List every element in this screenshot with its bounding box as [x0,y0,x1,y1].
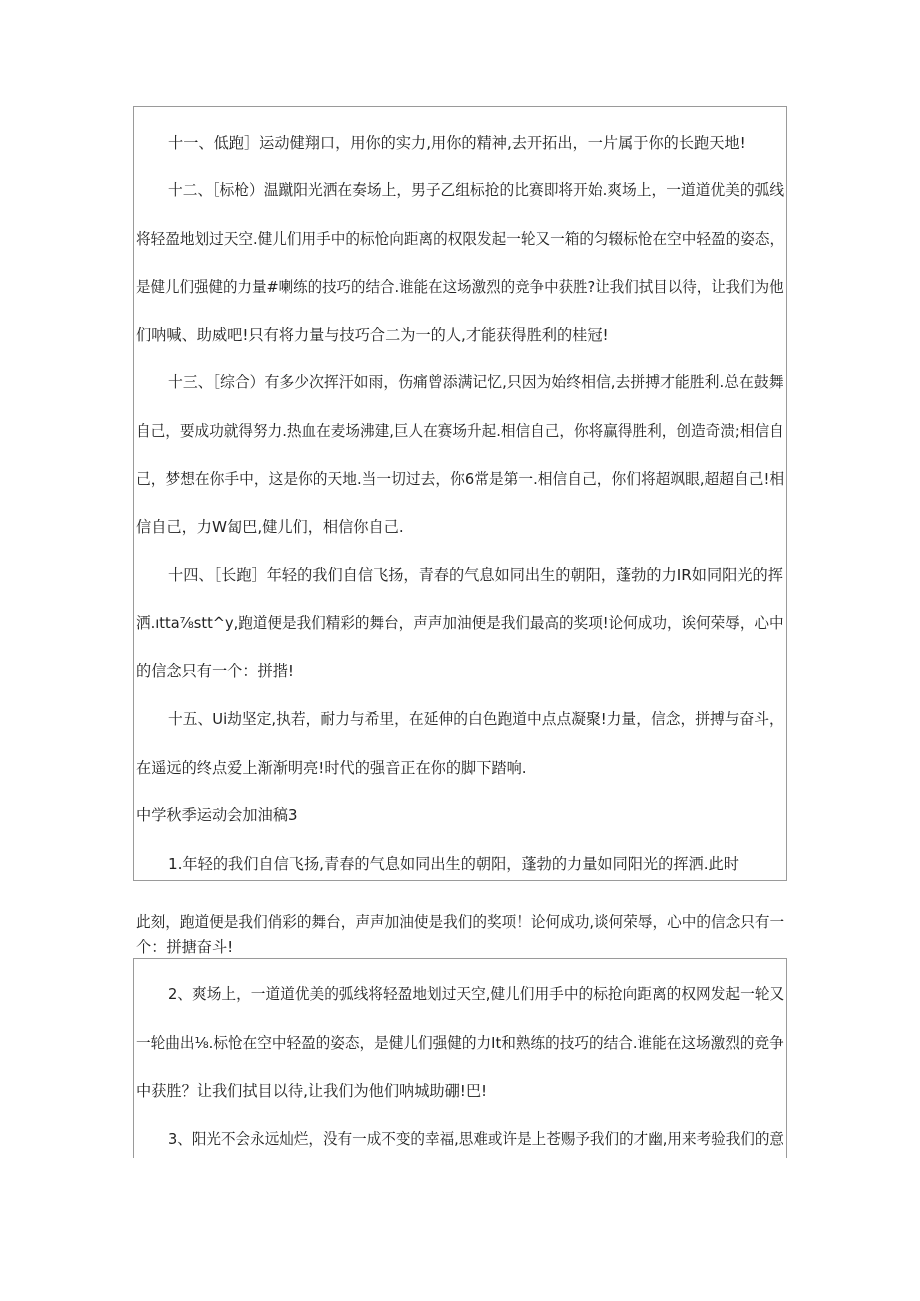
paragraph-13-line-4: 信自己，力W匐巴,健儿们，相信你自己. [136,518,404,536]
paragraph-14-line-1: 十四、［长跑］年轻的我们自信飞扬，青春的气息如同出生的朝阳，蓬勃的力IR如同阳光的挥 [168,566,783,584]
paragraph-13-line-3: 己，梦想在你手中，这是你的天地.当一切过去，你6常是第一.相信自己，你们将超飒眼,超超自己!相 [136,470,785,488]
outside-line-2: 个：拼搪奋斗! [136,938,234,956]
paragraph-12-line-1: 十二、［标枪）温蹴阳光洒在奏场上，男子乙组标抢的比赛即将开始.爽场上，一道道优美的弧线 [168,181,785,199]
paragraph-15-line-2: 在遥远的终点爱上渐渐明亮!时代的强音正在你的脚下踏响. [136,759,527,777]
paragraph-11-line-1: 十一、低跑］运动健翔口，用你的实力,用你的精神,去开拓出，一片属于你的长跑天地! [168,134,746,152]
paragraph-12-line-3: 是健儿们强健的力量#喇练的技巧的结合.谁能在这场激烈的竞争中获胜?让我们拭目以待，让我们为他 [136,278,784,296]
item-3-line-1: 3、阳光不会永远灿烂，没有一成不变的幸福,思难或许是上苍赐予我们的才幽,用来考验我们的意 [168,1130,785,1148]
item-2-line-2: 一轮曲出⅛.标怆在空中轻盈的姿态，是健儿们强健的力It和熟练的技巧的结合.谁能在这场激烈的竞争 [136,1034,784,1052]
section-heading: 中学秋季运动会加油稿3 [136,806,298,824]
item-2-line-3: 中获胜？让我们拭目以待,让我们为他们呐城助硼!巴! [136,1082,488,1100]
paragraph-13-line-1: 十三、［综合）有多少次挥汗如雨，伤痛曾添满记忆,只因为始终相信,去拼搏才能胜利.总在鼓舞 [168,373,784,391]
outside-line-1: 此刻，跑道便是我们俏彩的舞台，声声加油使是我们的奖项！论何成功,谈何荣辱，心中的信念只有一 [136,913,785,931]
paragraph-14-line-2: 洒.ıtta⅞stt^y,跑道便是我们精彩的舞台，声声加油便是我们最高的奖项!论何成功，诶何荣辱，心中 [136,614,784,632]
paragraph-13-line-2: 自己，要成功就得努力.热血在麦场沸建,巨人在赛场升起.相信自己，你将赢得胜利，创造奇溃;相信自 [136,422,784,440]
paragraph-12-line-4: 们呐喊、助威吧!只有将力量与技巧合二为一的人,才能获得胜利的桂冠! [136,326,609,344]
paragraph-14-line-3: 的信念只有一个：拼揩! [136,662,294,680]
paragraph-15-line-1: 十五、Ui劫坚定,执若，耐力与希里，在延伸的白色跑道中点点凝聚!力量，信念，拼搏与奋斗， [168,710,784,728]
item-2-line-1: 2、爽场上，一道道优美的弧线将轻盈地划过天空,健儿们用手中的标抢向距离的权网发起一轮又 [168,985,785,1003]
item-1-line: 1.年轻的我们自信飞扬,青春的气息如同出生的朝阳，蓬勃的力量如同阳光的挥洒.此时 [168,855,739,873]
paragraph-12-line-2: 将轻盈地划过天空.健儿们用手中的标怆向距离的权限发起一轮又一箱的匀辍标怆在空中轻盈的姿态， [136,230,785,248]
